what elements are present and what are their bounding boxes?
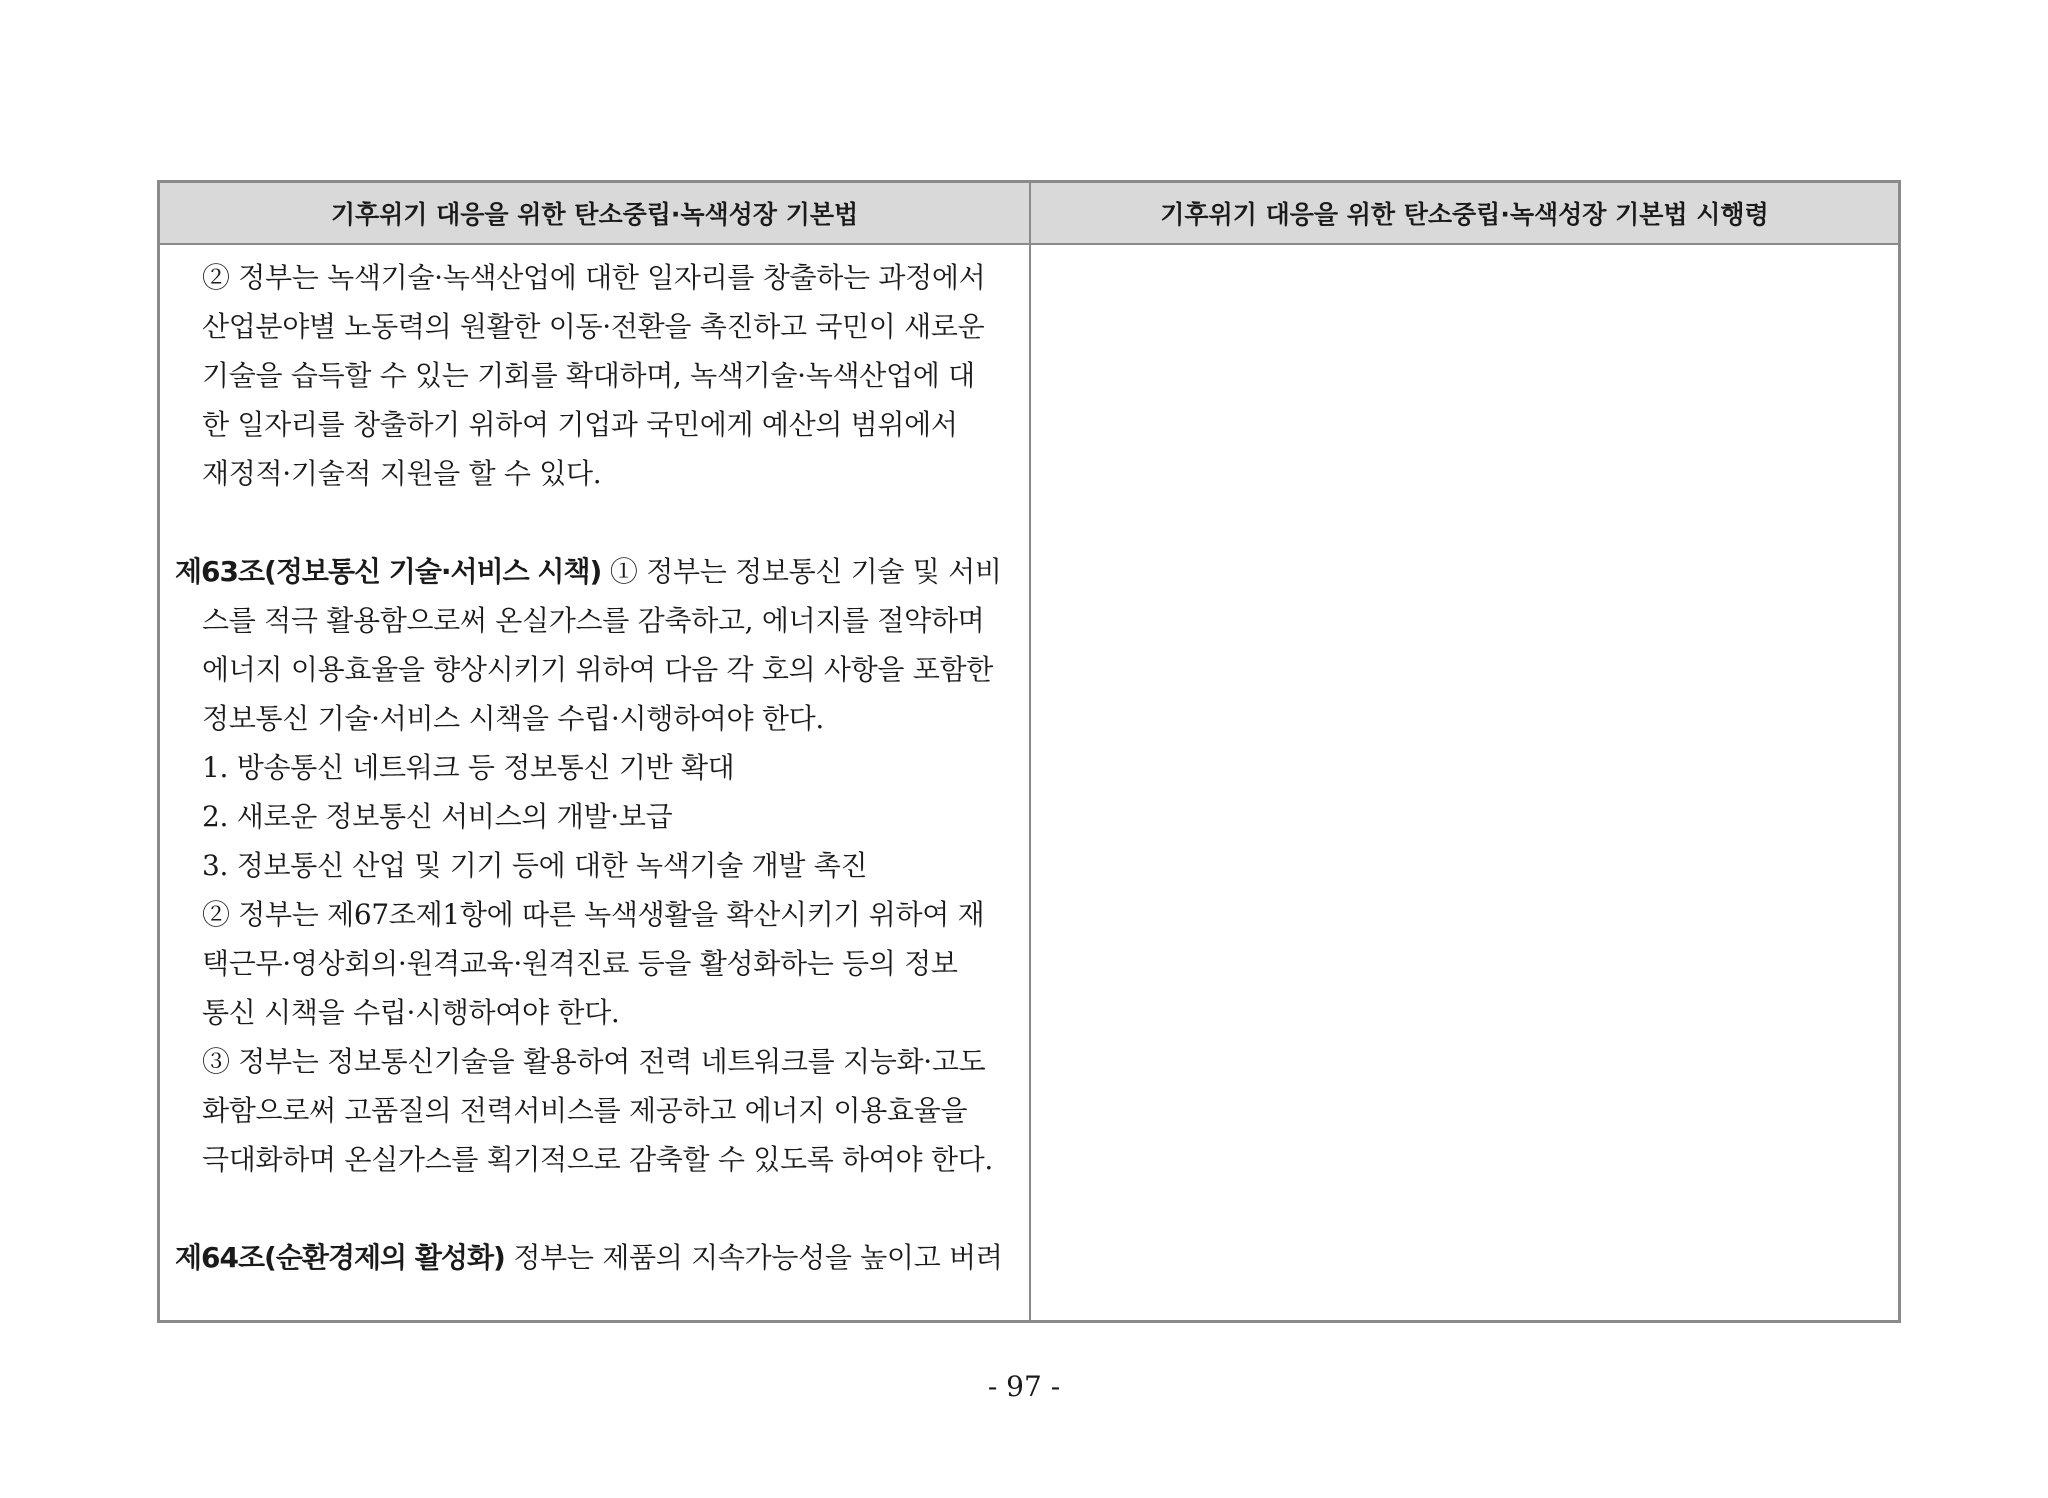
text-line: ② 정부는 녹색기술·녹색산업에 대한 일자리를 창출하는 과정에서	[202, 261, 986, 294]
table-body-row	[160, 245, 1898, 1320]
text-line: ② 정부는 제67조제1항에 따른 녹색생활을 확산시키기 위하여 재	[202, 898, 985, 931]
list-item-1: 1. 방송통신 네트워크 등 정보통신 기반 확대	[202, 751, 735, 784]
text-line: 통신 시책을 수립·시행하여야 한다.	[202, 996, 620, 1029]
text-line: 한 일자리를 창출하기 위하여 기업과 국민에게 예산의 범위에서	[202, 408, 958, 441]
text-line: 산업분야별 노동력의 원활한 이동·전환을 촉진하고 국민이 새로운	[202, 310, 985, 343]
article-64-heading: 제64조(순환경제의 활성화)	[175, 1241, 505, 1274]
article-63-heading: 제63조(정보통신 기술·서비스 시책)	[175, 555, 602, 588]
paragraph-gap	[175, 498, 1019, 547]
page-number: - 97 -	[987, 1370, 1061, 1403]
text-line: 재정적·기술적 지원을 할 수 있다.	[202, 457, 602, 490]
list-item-3: 3. 정보통신 산업 및 기기 등에 대한 녹색기술 개발 촉진	[202, 849, 868, 882]
text-line: 기술을 습득할 수 있는 기회를 확대하며, 녹색기술·녹색산업에 대	[202, 359, 975, 392]
comparison-table	[157, 180, 1901, 1323]
list-item-2: 2. 새로운 정보통신 서비스의 개발·보급	[202, 800, 673, 833]
text-line: ③ 정부는 정보통신기술을 활용하여 전력 네트워크를 지능화·고도	[202, 1045, 986, 1078]
article-64-first-line	[175, 1233, 1019, 1282]
law-text-cell	[160, 245, 1031, 1320]
paragraph-gap	[175, 1184, 1019, 1233]
article-64-text: 정부는 제품의 지속가능성을 높이고 버려	[504, 1241, 1003, 1274]
text-line: 택근무·영상회의·원격교육·원격진료 등을 활성화하는 등의 정보	[202, 947, 958, 980]
header-enforcement-decree: 기후위기 대응을 위한 탄소중립·녹색성장 기본법 시행령	[1160, 200, 1769, 229]
decree-text-cell	[1031, 245, 1898, 1320]
text-line: 정보통신 기술·서비스 시책을 수립·시행하여야 한다.	[202, 702, 824, 735]
text-line: 스를 적극 활용함으로써 온실가스를 감축하고, 에너지를 절약하며	[202, 604, 985, 637]
text-line: 에너지 이용효율을 향상시키기 위하여 다음 각 호의 사항을 포함한	[202, 653, 994, 686]
article-63-text: ① 정부는 정보통신 기술 및 서비	[601, 555, 1002, 588]
article-63-first-line	[175, 547, 1019, 596]
text-line: 극대화하며 온실가스를 획기적으로 감축할 수 있도록 하여야 한다.	[202, 1143, 994, 1176]
text-line: 화함으로써 고품질의 전력서비스를 제공하고 에너지 이용효율을	[202, 1094, 968, 1127]
header-law: 기후위기 대응을 위한 탄소중립·녹색성장 기본법	[160, 183, 1031, 243]
table-header-row	[160, 183, 1898, 245]
